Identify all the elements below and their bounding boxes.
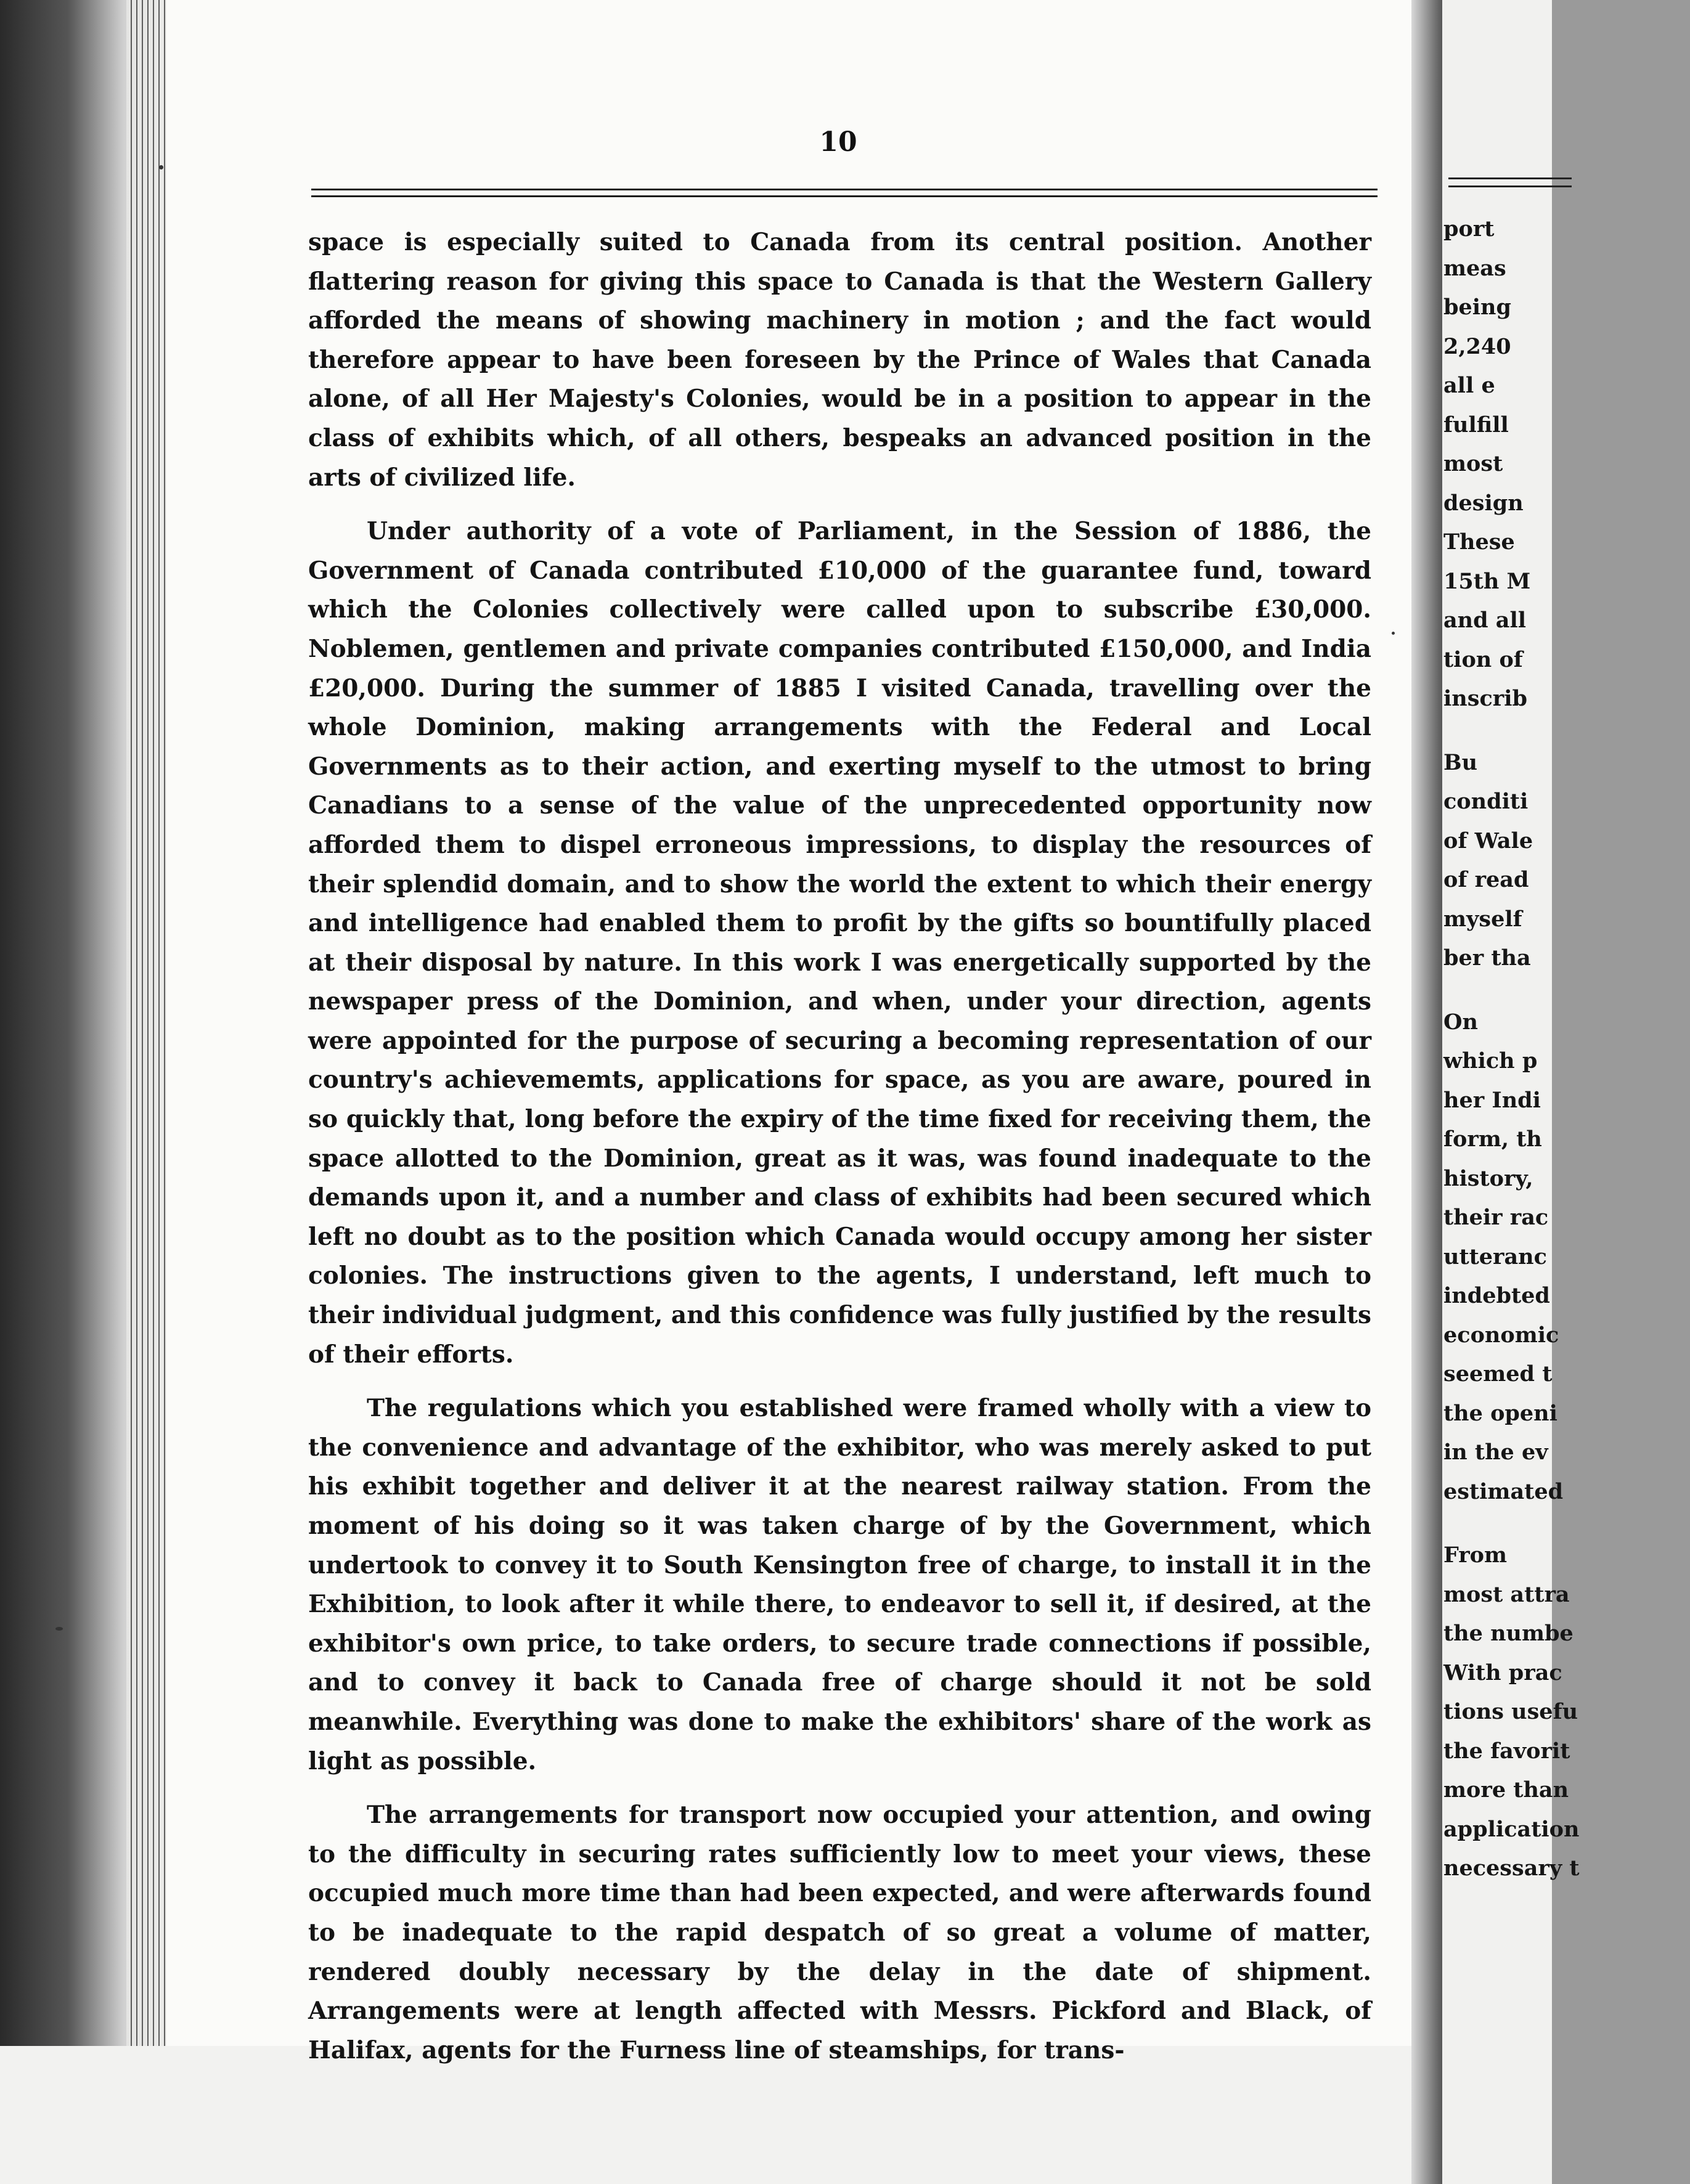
facing-page-paragraph-gap xyxy=(1443,719,1690,743)
facing-page-paragraph-gap xyxy=(1443,978,1690,1003)
facing-page-line: her Indi xyxy=(1443,1087,1541,1113)
facing-page-line: history, xyxy=(1443,1165,1533,1191)
facing-page-line: design xyxy=(1443,490,1524,516)
paragraph-3: The regulations which you established were framed wholly with a view to the convenience and advantage of the exhibitor, who was merely asked to put his exhibit together and deliver it at the nearest railway station. From the moment of his doing so it was taken charge of by the Government, which undertook to convey it to South Kensington free of charge, to install it in the Exhibition, to look after it while there, to endeavor to sell it, if desired, at the exhibitor's own price, to take orders, to secure trade connections if possible, and to convey it back to Canada free of charge should it not be sold meanwhile. Everything was done to make the exhibitors' share of the work as light as possible. xyxy=(308,1394,1371,1775)
facing-page-header-rule xyxy=(1448,177,1572,187)
facing-page-line: With prac xyxy=(1443,1660,1562,1685)
facing-page-line: seemed t xyxy=(1443,1361,1553,1387)
facing-page-line: application xyxy=(1443,1816,1580,1842)
facing-page xyxy=(1442,0,1580,2184)
page-number: 10 xyxy=(819,126,857,158)
facing-page-line: port xyxy=(1443,216,1495,242)
facing-page-line: and all xyxy=(1443,608,1527,633)
facing-page-line: estimated xyxy=(1443,1478,1564,1504)
facing-page-line: being xyxy=(1443,295,1511,320)
facing-page-line: fulfill xyxy=(1443,412,1509,438)
header-double-rule xyxy=(311,189,1378,197)
facing-page-line: most attra xyxy=(1443,1581,1570,1607)
facing-page-line: conditi xyxy=(1443,789,1529,814)
facing-page-paragraph-gap xyxy=(1443,1511,1690,1536)
facing-page-line: all e xyxy=(1443,373,1495,398)
paragraph-2: Under authority of a vote of Parliament, in the Session of 1886, the Government of Canada contributed £10,000 of the guarantee fund, toward which the Colonies collectively were called upon to subscribe £30,000. Noblemen, gentlemen and private companies contributed £150,000, and India £20,000. During the summer of 1885 I visited Canada, travelling over the whole Dominion, making arrangements with the Federal and Local Governments as to their action, and exerting myself to the utmost to bring Canadians to a sense of the value of the unprecedented opportunity now afforded them to dispel erroneous impressions, to display the resources of their splendid domain, and to show the world the extent to which their energy and intelligence had enabled them to profit by the gifts so bountifully placed at their disposal by nature. In this work I was energetically supported by the newspaper press of the Dominion, and when, under your direction, agents were appointed for the purpose of securing a becoming representation of our country's achievememts, applications for space, as you are aware, poured in so quickly that, long before the expiry of the time fixed for receiving them, the space allotted to the Dominion, great as it was, was found inadequate to the demands upon it, and a number and class of exhibits had been secured which left no doubt as to the position which Canada would occupy among her sister colonies. The instructions given to the agents, I understand, left much to their individual judgment, and this confidence was fully justified by the results of their efforts. xyxy=(308,517,1371,1369)
facing-page-line: These xyxy=(1443,529,1515,555)
facing-page-line: most xyxy=(1443,451,1503,476)
scan-speck xyxy=(55,1627,63,1631)
scan-speck xyxy=(159,165,163,169)
facing-page-line: form, th xyxy=(1443,1127,1542,1152)
facing-page-line: more than xyxy=(1443,1777,1569,1803)
facing-page-line: the openi xyxy=(1443,1400,1557,1426)
facing-page-line: inscrib xyxy=(1443,686,1527,711)
facing-page-line: meas xyxy=(1443,255,1506,281)
facing-page-line: necessary t xyxy=(1443,1856,1580,1881)
facing-page-line: utteranc xyxy=(1443,1244,1547,1269)
scan-speck xyxy=(1392,632,1395,635)
facing-page-line: 15th M xyxy=(1443,568,1531,594)
facing-page-line: the favorit xyxy=(1443,1738,1570,1764)
facing-page-line: indebted xyxy=(1443,1283,1550,1308)
facing-page-line: myself xyxy=(1443,906,1522,932)
facing-page-line: of read xyxy=(1443,867,1529,892)
facing-page-line: their rac xyxy=(1443,1205,1549,1230)
facing-page-line: tions usefu xyxy=(1443,1699,1578,1724)
book-page-edges xyxy=(126,0,171,2083)
facing-page-line: Bu xyxy=(1443,749,1478,775)
facing-page-line: On xyxy=(1443,1009,1478,1035)
paragraph-1: space is especially suited to Canada from its central position. Another flattering reason for giving this space to Canada is that the Western Gallery afforded the means of showing machinery in motion ; and the fact would therefore appear to have been foreseen by the Prince of Wales that Canada alone, of all Her Majesty's Colonies, would be in a position to appear in the class of exhibits which, of all others, bespeaks an advanced position in the arts of civilized life. xyxy=(308,228,1371,492)
facing-page-line: ber tha xyxy=(1443,945,1531,971)
facing-page-line: economic xyxy=(1443,1322,1559,1348)
facing-page-line: tion of xyxy=(1443,646,1523,672)
facing-page-text xyxy=(1443,210,1690,1888)
paragraph-4: The arrangements for transport now occupied your attention, and owing to the difficulty in securing rates sufficiently low to meet your views, these occupied much more time than had been expected, and were afterwards found to be inadequate to the rapid despatch of so great a volume of matter, rendered doubly necessary by the delay in the date of shipment. Arrangements were at length affected with Messrs. Pickford and Black, of Halifax, agents for the Furness line of steamships, for trans- xyxy=(308,1801,1371,2064)
facing-page-line: 2,240 xyxy=(1443,333,1511,359)
facing-page-line: which p xyxy=(1443,1048,1538,1074)
body-text xyxy=(308,223,1371,2085)
facing-page-line: in the ev xyxy=(1443,1440,1548,1465)
facing-page-line: From xyxy=(1443,1542,1508,1568)
facing-page-line: the numbe xyxy=(1443,1621,1574,1646)
facing-page-line: of Wale xyxy=(1443,828,1533,854)
